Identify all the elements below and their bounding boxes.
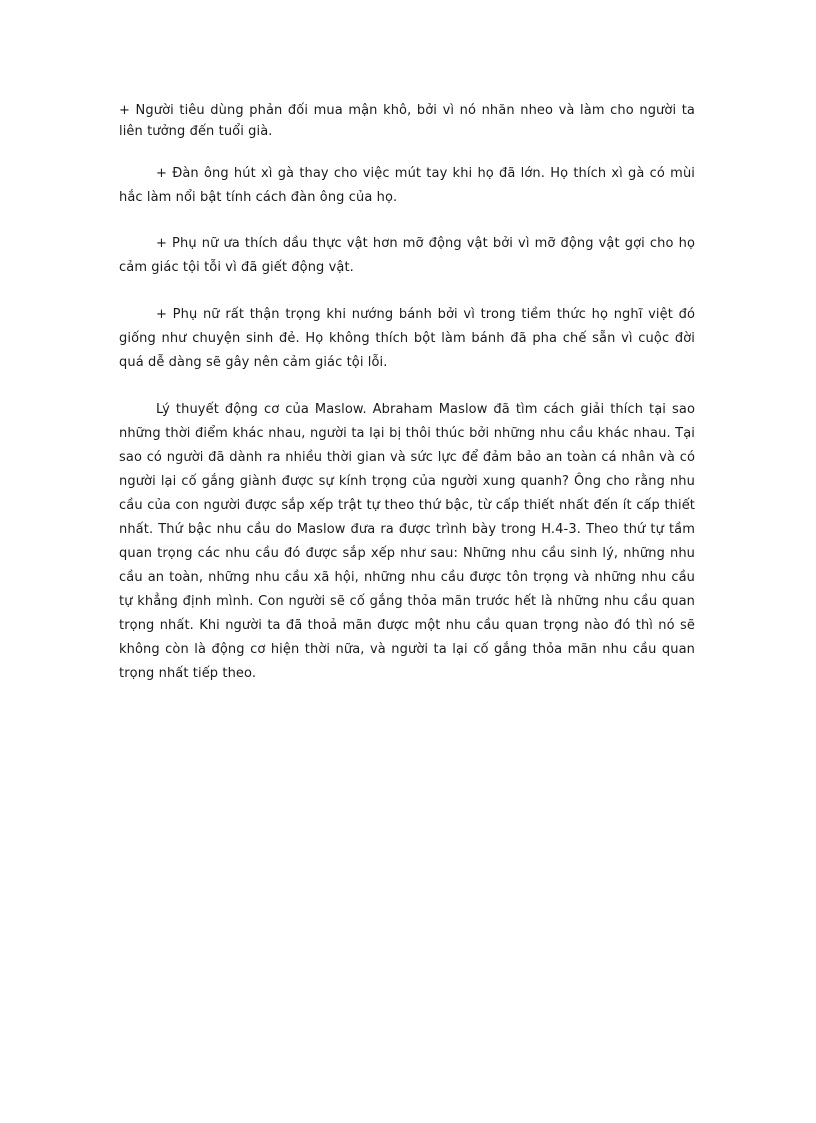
document-page bbox=[119, 100, 695, 686]
paragraph-baking: + Phụ nữ rất thận trọng khi nướng bánh bởi vì trong tiềm thức họ nghĩ việt đó giống như chuyện sinh đẻ. Họ không thích bột làm bánh đã pha chế sẵn vì cuộc đời quá dễ dàng sẽ gây nên cảm giác tội lỗi. bbox=[119, 307, 695, 370]
paragraph-cigars: + Đàn ông hút xì gà thay cho việc mút tay khi họ đã lớn. Họ thích xì gà có mùi hắc làm nổi bật tính cách đàn ông của họ. bbox=[119, 166, 695, 205]
paragraph-prunes: + Người tiêu dùng phản đối mua mận khô, bởi vì nó nhăn nheo và làm cho người ta liên tưởng đến tuổi già. bbox=[119, 103, 695, 139]
paragraph-maslow-theory: Lý thuyết động cơ của Maslow. Abraham Maslow đã tìm cách giải thích tại sao những thời điểm khác nhau, người ta lại bị thôi thúc bởi những nhu cầu khác nhau. Tại sao có người đã dành ra nhiều thời gian và sức lực để đảm bảo an toàn cá nhân và có người lại cố gắng giành được sự kính trọng của người xung quanh? Ông cho rằng nhu cầu của con người được sắp xếp trật tự theo thứ bậc, từ cấp thiết nhất đến ít cấp thiết nhất. Thứ bậc nhu cầu do Maslow đưa ra được trình bày trong H.4-3. Theo thứ tự tầm quan trọng các nhu cầu đó được sắp xếp như sau: Những nhu cầu sinh lý, những nhu cầu an toàn, những nhu cầu xã hội, những nhu cầu được tôn trọng và những nhu cầu tự khẳng định mình. Con người sẽ cố gắng thỏa mãn trước hết là những nhu cầu quan trọng nhất. Khi người ta đã thoả mãn được một nhu cầu quan trọng nào đó thì nó sẽ không còn là động cơ hiện thời nữa, và người ta lại cố gắng thỏa mãn nhu cầu quan trọng nhất tiếp theo. bbox=[119, 402, 695, 681]
paragraph-vegetable-oil: + Phụ nữ ưa thích dầu thực vật hơn mỡ động vật bởi vì mỡ động vật gợi cho họ cảm giác tội tỗi vì đã giết động vật. bbox=[119, 236, 695, 275]
